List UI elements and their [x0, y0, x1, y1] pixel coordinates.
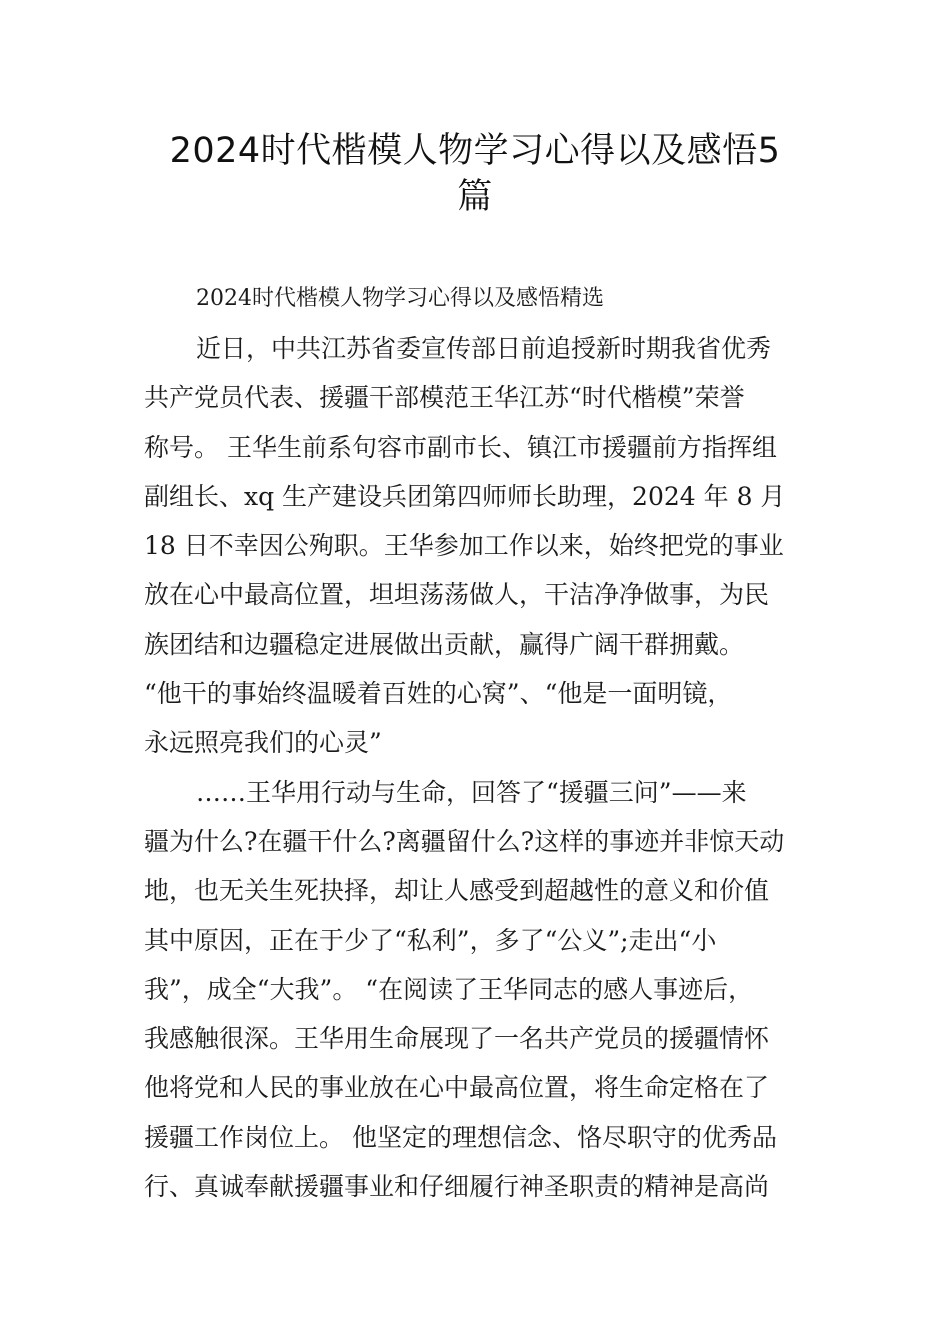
document-body: [144, 284, 814, 1221]
paragraph-line: 18 日不幸因公殉职。王华参加工作以来，始终把党的事业: [144, 531, 784, 561]
title-line-2: 篇: [457, 177, 493, 217]
paragraph-line: ……王华用行动与生命，回答了“援疆三问”——来: [196, 777, 747, 807]
paragraph-line: 放在心中最高位置，坦坦荡荡做人，干洁净净做事，为民: [144, 580, 770, 610]
paragraph-line: 近日，中共江苏省委宣传部日前追授新时期我省优秀: [196, 334, 772, 363]
paragraph-line: 共产党员代表、援疆干部模范王华江苏“时代楷模”荣誉: [144, 383, 745, 413]
paragraph-line: 他将党和人民的事业放在心中最高位置，将生命定格在了: [144, 1073, 770, 1103]
title-line-1: 2024时代楷模人物学习心得以及感悟5: [169, 131, 781, 171]
paragraph-line: 副组长、xq 生产建设兵团第四师师长助理，2024 年 8 月: [144, 481, 786, 511]
paragraph-line: “他干的事始终温暖着百姓的心窝”、“他是一面明镜，: [144, 679, 733, 709]
paragraph-line: 援疆工作岗位上。 他坚定的理想信念、恪尽职守的优秀品: [144, 1122, 777, 1152]
paragraph-line: 其中原因，正在于少了“私利”，多了“公义”;走出“小: [144, 925, 717, 955]
subtitle-line: 2024时代楷模人物学习心得以及感悟精选: [196, 286, 604, 311]
paragraph-line: 称号。 王华生前系句容市副市长、镇江市援疆前方指挥组: [144, 432, 777, 462]
paragraph-line: 我感触很深。王华用生命展现了一名共产党员的援疆情怀: [144, 1024, 770, 1054]
paragraph-line: 地，也无关生死抉择，却让人感受到超越性的意义和价值: [144, 876, 770, 906]
paragraph-line: 族团结和边疆稳定进展做出贡献，赢得广阔干群拥戴。: [144, 629, 745, 659]
paragraph-line: 永远照亮我们的心灵”: [144, 728, 382, 758]
paragraph-line: 行、真诚奉献援疆事业和仔细履行神圣职责的精神是高尚: [144, 1172, 770, 1202]
document-title: [100, 128, 850, 220]
paragraph-line: 我”，成全“大我”。 “在阅读了王华同志的感人事迹后，: [144, 974, 754, 1004]
paragraph-line: 疆为什么?在疆干什么?离疆留什么?这样的事迹并非惊天动: [144, 826, 785, 856]
